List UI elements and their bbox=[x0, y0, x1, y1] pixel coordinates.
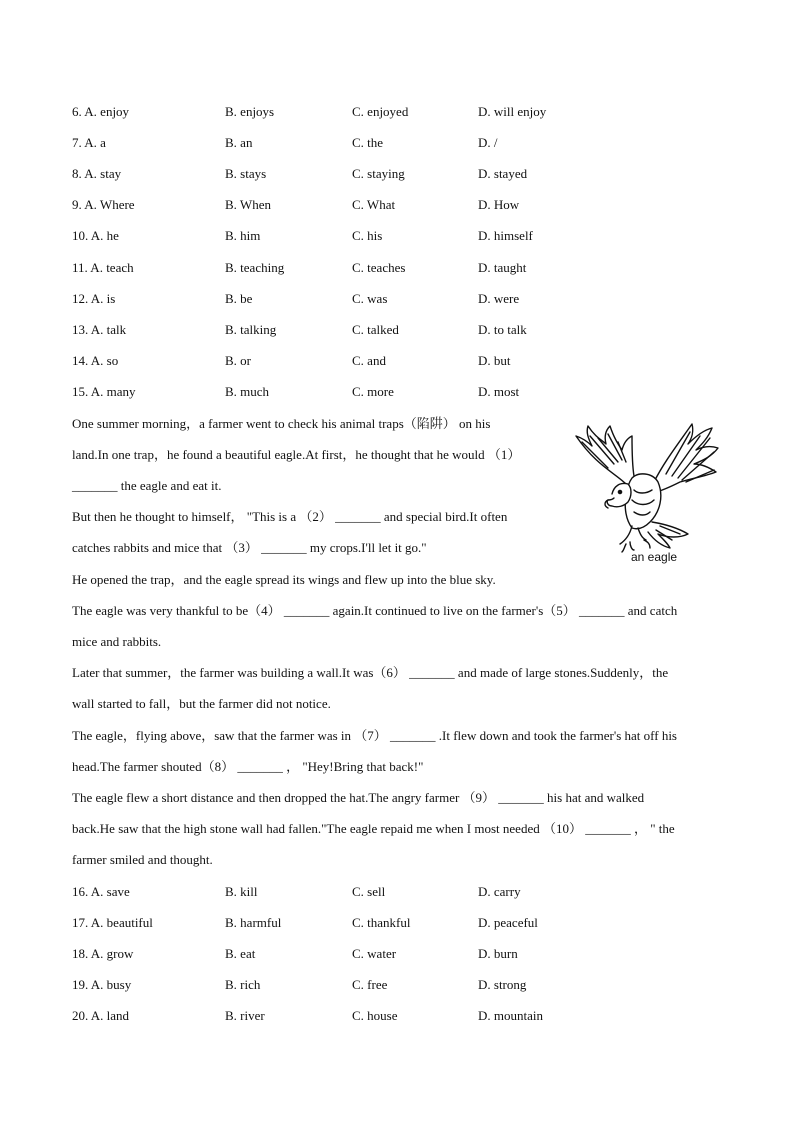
option-d: D. were bbox=[478, 291, 520, 306]
option-c: C. the bbox=[352, 135, 384, 150]
question-row bbox=[72, 913, 732, 933]
passage-line: catches rabbits and mice that （3） _______ my crops.I'll let it go." bbox=[72, 540, 427, 555]
option-a: 11. A. teach bbox=[72, 260, 134, 275]
option-c: C. water bbox=[352, 946, 397, 961]
passage-line: land.In one trap，he found a beautiful eagle.At first，he thought that he would （1） bbox=[72, 447, 521, 462]
passage-line: head.The farmer shouted（8） _______ ， "Hey!Bring that back!" bbox=[72, 759, 424, 774]
option-d: D. mountain bbox=[478, 1008, 543, 1023]
option-c: C. free bbox=[352, 977, 388, 992]
question-row bbox=[72, 382, 732, 402]
option-b: B. rich bbox=[225, 977, 261, 992]
passage-line: The eagle flew a short distance and then dropped the hat.The angry farmer （9） _______ his hat and walked bbox=[72, 790, 645, 805]
option-a: 15. A. many bbox=[72, 384, 136, 399]
option-a: 12. A. is bbox=[72, 291, 116, 306]
option-b: B. an bbox=[225, 135, 253, 150]
option-b: B. teaching bbox=[225, 260, 285, 275]
question-row bbox=[72, 195, 732, 215]
question-row bbox=[72, 1006, 732, 1026]
option-a: 19. A. busy bbox=[72, 977, 132, 992]
eagle-illustration bbox=[568, 416, 724, 566]
option-c: C. more bbox=[352, 384, 394, 399]
option-c: C. his bbox=[352, 228, 383, 243]
option-d: D. peaceful bbox=[478, 915, 538, 930]
option-c: C. teaches bbox=[352, 260, 406, 275]
option-c: C. house bbox=[352, 1008, 398, 1023]
option-a: 20. A. land bbox=[72, 1008, 130, 1023]
passage-line: Later that summer，the farmer was building a wall.It was（6） _______ and made of large stones.Suddenly，the bbox=[72, 665, 669, 680]
option-a: 7. A. a bbox=[72, 135, 106, 150]
option-d: D. but bbox=[478, 353, 511, 368]
question-row bbox=[72, 164, 732, 184]
option-a: 18. A. grow bbox=[72, 946, 134, 961]
option-b: B. kill bbox=[225, 884, 258, 899]
passage-line: farmer smiled and thought. bbox=[72, 852, 213, 867]
option-d: D. How bbox=[478, 197, 520, 212]
option-a: 6. A. enjoy bbox=[72, 104, 130, 119]
passage-line: But then he thought to himself， "This is a （2） _______ and special bird.It often bbox=[72, 509, 508, 524]
option-d: D. himself bbox=[478, 228, 533, 243]
option-a: 14. A. so bbox=[72, 353, 119, 368]
question-row bbox=[72, 289, 732, 309]
option-c: C. and bbox=[352, 353, 386, 368]
option-a: 10. A. he bbox=[72, 228, 119, 243]
passage-line: The eagle，flying above，saw that the farmer was in （7） _______ .It flew down and took the farmer's hat off his bbox=[72, 728, 677, 743]
option-c: C. What bbox=[352, 197, 396, 212]
option-d: D. to talk bbox=[478, 322, 527, 337]
option-b: B. talking bbox=[225, 322, 277, 337]
option-a: 16. A. save bbox=[72, 884, 130, 899]
question-row bbox=[72, 882, 732, 902]
question-row bbox=[72, 133, 732, 153]
passage-line: He opened the trap，and the eagle spread its wings and flew up into the blue sky. bbox=[72, 572, 496, 587]
question-row bbox=[72, 944, 732, 964]
option-a: 9. A. Where bbox=[72, 197, 135, 212]
passage-line: wall started to fall，but the farmer did not notice. bbox=[72, 696, 331, 711]
question-row bbox=[72, 258, 732, 278]
option-a: 8. A. stay bbox=[72, 166, 122, 181]
option-c: C. staying bbox=[352, 166, 405, 181]
option-d: D. burn bbox=[478, 946, 518, 961]
option-d: D. most bbox=[478, 384, 520, 399]
passage-line: _______ the eagle and eat it. bbox=[72, 478, 222, 493]
option-b: B. When bbox=[225, 197, 271, 212]
option-d: D. will enjoy bbox=[478, 104, 547, 119]
passage-line: mice and rabbits. bbox=[72, 634, 162, 649]
option-d: D. / bbox=[478, 135, 498, 150]
option-c: C. enjoyed bbox=[352, 104, 409, 119]
option-a: 17. A. beautiful bbox=[72, 915, 153, 930]
option-c: C. sell bbox=[352, 884, 386, 899]
image-caption: an eagle bbox=[631, 550, 678, 564]
option-c: C. thankful bbox=[352, 915, 411, 930]
passage-line: One summer morning，a farmer went to check his animal traps（陷阱） on his bbox=[72, 416, 491, 431]
option-b: B. stays bbox=[225, 166, 267, 181]
option-b: B. much bbox=[225, 384, 270, 399]
option-b: B. river bbox=[225, 1008, 265, 1023]
option-d: D. stayed bbox=[478, 166, 528, 181]
option-b: B. enjoys bbox=[225, 104, 275, 119]
question-row bbox=[72, 226, 732, 246]
passage-line: The eagle was very thankful to be（4） _______ again.It continued to live on the farmer's（5） _______ and catch bbox=[72, 603, 678, 618]
option-d: D. carry bbox=[478, 884, 521, 899]
option-b: B. or bbox=[225, 353, 251, 368]
option-b: B. harmful bbox=[225, 915, 282, 930]
option-c: C. was bbox=[352, 291, 388, 306]
option-b: B. him bbox=[225, 228, 261, 243]
option-a: 13. A. talk bbox=[72, 322, 127, 337]
question-row bbox=[72, 102, 732, 122]
option-d: D. taught bbox=[478, 260, 527, 275]
question-row bbox=[72, 320, 732, 340]
question-row bbox=[72, 351, 732, 371]
option-b: B. eat bbox=[225, 946, 256, 961]
option-c: C. talked bbox=[352, 322, 399, 337]
passage-line: back.He saw that the high stone wall had fallen."The eagle repaid me when I most needed （10） _______ ， " the bbox=[72, 821, 675, 836]
option-d: D. strong bbox=[478, 977, 527, 992]
question-row bbox=[72, 975, 732, 995]
option-b: B. be bbox=[225, 291, 253, 306]
